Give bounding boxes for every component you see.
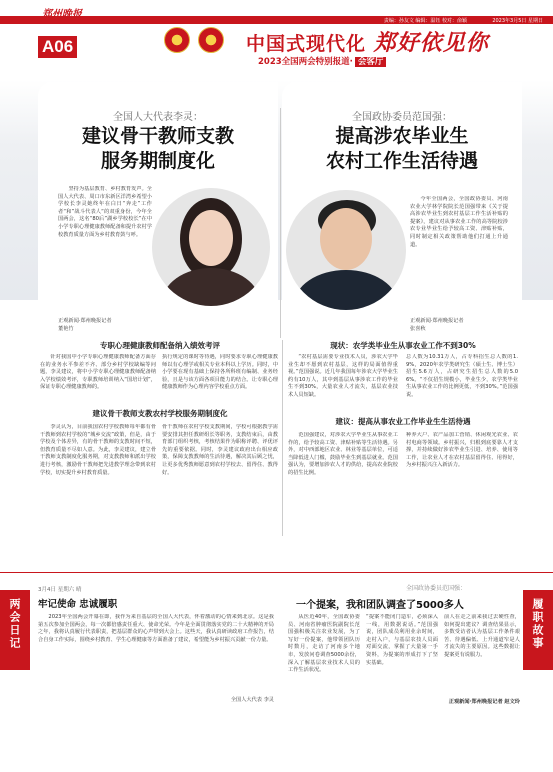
left-section1-col2: 执行规定的课时等待遇，同时要求专职心理健康教师以有心理学或相关专业本科以上学历。同时，中小学要在现有基础上保持各所科班有编制、业务经验，且是与该方面各项目能力的结合。让专职心理健康教师作为心理内容学校重点方面。 bbox=[162, 354, 278, 391]
page-digits: 06 bbox=[54, 37, 74, 56]
right-portrait bbox=[286, 190, 406, 310]
left-intro-text: 坚持为基层教育、乡村教育发声。全国人大代表、周口市东新区洋湾乡希望小学校长李灵她终年在白日“奔走”工作者“和”战斗代表人“的双重身份，今年全国两会，这名“80后”湖乡学校校长”在中小学专职心理健康教师配备和提升农村学校教育质量方面为乡村教育鼓与呼。 bbox=[58, 186, 152, 238]
story-byline: 正观新闻·郑州晚报记者 赵文玲 bbox=[448, 699, 520, 705]
left-section2-title: 建议骨干教师支教农村学校服务期制度化 bbox=[92, 409, 228, 418]
top-divider bbox=[280, 108, 281, 338]
left-portrait bbox=[152, 188, 270, 306]
right-section1-col2: 总人数为10.31万人，占专科招生总人数的1.9%，2020年农学类研究生（硕士生、博士生）招生5.6万人，占研究生招生总人数的5.06%。“不仅招生规模小，毕业生少，农学类毕业生从事农业工作的比例更低，不到30%。”范国强说。 bbox=[406, 354, 518, 398]
right-reporter: 张喜秋 bbox=[410, 326, 426, 332]
left-kicker: 全国人大代表李灵： bbox=[113, 112, 203, 123]
right-intro-text: 今年全国两会，全国政协委员、河南农业大学林学院院长范国强带来《关于提高涉农毕业生到农村基层工作生活补贴的提案》，建议对从事农业工作的高等院校涉农专业毕业生给予较高工资、津贴补贴，同时制定相关政策帮助他们打通上升通道。 bbox=[410, 196, 508, 248]
right-byline: 正观新闻·郑州晚报记者 bbox=[410, 318, 464, 324]
left-section-label bbox=[0, 590, 30, 670]
date-line: 2023年3月5日 星期日 bbox=[492, 18, 543, 24]
right-section2-col1 bbox=[288, 432, 398, 530]
right-section1-title: 现状：农学类毕业生从事农业工作不到30% bbox=[330, 341, 476, 350]
story-col2: “提案不能闭门造车，必须深入一线，用数据说话。”范国强说，团队成员利用业余时间，走村入户，与基层农技人员面对面交流，掌握了大量第一手资料，为提案的形成打下了坚实基础。 bbox=[366, 614, 438, 666]
newspaper-logo: 郑州晚报 bbox=[42, 9, 82, 20]
left-section2-col1-text: 李灵认为，目前我国农村学校教师每年都有骨干教师到农村学校的“城乡交流”政策，但是，由于学校及个体差异，有的骨干教师的支教时间不短，但教育质量不尽如人意。为此，李灵建议，建立骨干教师支教制度化服务期，对支教教师和派出学校进行考核，激励骨干教师把先进教学理念带到农村学校，切实提升乡村教育质量。 bbox=[40, 424, 156, 476]
right-section1-col1 bbox=[288, 354, 398, 408]
left-headline-1: 建议骨干教师支教 bbox=[81, 125, 234, 147]
right-section-label-text: 履职故事 bbox=[531, 598, 544, 650]
bottom-divider bbox=[0, 572, 553, 573]
story-title: 一个提案，我和团队调查了5000多人 bbox=[296, 600, 464, 611]
left-section1-col1 bbox=[40, 354, 156, 400]
banner-subtitle-tag: 会客厅 bbox=[355, 57, 387, 67]
right-section2-title: 建议：提高从事农业工作毕业生生活待遇 bbox=[335, 417, 471, 426]
story-kicker: 全国政协委员范国强： bbox=[406, 585, 467, 592]
right-intro bbox=[410, 196, 508, 316]
story-col1 bbox=[288, 614, 360, 704]
story-col3: 前人在走之前来我过去硬性查，如何提出建议？调查结果显示，多数受访者认为基层工作条件艰苦、待遇偏低、上升通道窄是人才流失的主要原因。这些数据让提案更有说服力。 bbox=[444, 614, 520, 658]
editor-line: 责编：孙友文 编辑：温钰 校对：俞颖 bbox=[383, 18, 467, 24]
banner-title bbox=[246, 26, 489, 57]
right-section-label bbox=[523, 590, 553, 670]
diary-title: 牢记使命 忠诚履职 bbox=[38, 599, 118, 610]
right-headline-1: 提高涉农毕业生 bbox=[335, 125, 469, 147]
story-col1-text: 从医近40年，全国政协委员、河南省肿瘤医院副院长范国强积极关注农业发展，为了写好一份提案，他带领团队历时数月，走访了河南多个地市，发放问卷调查5000余份，深入了解基层农业技术人员的工作生活状况。 bbox=[288, 614, 360, 674]
banner-subtitle-text: 2023全国两会特别报道· bbox=[258, 57, 353, 67]
left-section2-col2: 骨干教师在农村学校支教期间，学校可根据教学需要安排其担任教研组长等职务，支教结束后，由教育部门组织考核，考核结果作为职称评聘、评优评先的重要依据。同时，李灵建议政府出台相应政策，保障支教教师的生活待遇，解决其后顾之忧，让更多优秀教师愿意到农村学校去、留得住、教得好。 bbox=[162, 424, 278, 476]
right-section2-col1-text: 范国强建议，对涉农大学毕业生从事农业工作的，给予较高工资、津贴补贴等生活待遇。另外，对中西部地区农业、林业等基层单位，可适当降低进人门槛，鼓励毕业生到基层就业。范国强认为，要增加涉农人才的供给，提高农业院校的招生比例。 bbox=[288, 432, 398, 476]
banner-title-b: 郑好依见你 bbox=[373, 30, 489, 56]
left-section1-col1-text: 针对我国中小学专职心理健康教师配备方面存在的业务水平参差不齐、部分乡村学校缺编等问题，李灵建议，将中小学专职心理健康教师配备纳入学校绩效考评，专职教师培训纳入“国培计划”，保证专职心理健康教师的。 bbox=[40, 354, 156, 391]
banner-subtitle bbox=[258, 55, 386, 67]
banner-title-a: 中国式现代化 bbox=[246, 33, 367, 55]
left-byline: 正观新闻·郑州晚报记者 bbox=[58, 318, 112, 324]
party-emblem-icon bbox=[198, 27, 224, 53]
national-emblem-icon bbox=[164, 27, 190, 53]
right-section1-col1-text: “农村基层需要专业技术人员，涉农大学毕业生却不愿到农村基层，这样的局面值得重视。”范国强说。近几年我国每年涉农大学毕业生约有10万人，其中到基层从事涉农工作的毕业生不到30%，大量农业人才流失，基层农业技术人员短缺。 bbox=[288, 354, 398, 398]
middle-divider bbox=[282, 340, 283, 536]
left-section-label-text: 两会日记 bbox=[8, 598, 21, 650]
diary-author: 全国人大代表 李灵 bbox=[230, 697, 274, 703]
diary-dateline: 3月4日 星期六 晴 bbox=[38, 587, 82, 593]
page-letter: A bbox=[42, 37, 55, 56]
diary-body-text: 2023年全国两会开幕在即，我作为来自基层的全国人大代表，怀着激动的心情来到北京。这是我第五次参加全国两会，每一次都倍感责任重大、使命光荣。今年是全面贯彻落实党的二十大精神的开局之年，我将认真履行代表职责，把基层群众的心声带到大会上。这些天，我认真研读政府工作报告，结合自身工作实际，围绕乡村教育、学生心理健康等方面准备了建议，希望能为乡村振兴贡献一份力量。 bbox=[38, 614, 274, 643]
right-section2-col2: 种养大户、农产品加工营销、休闲观光农业、农村电商等领域。乡村振兴，归根到底要靠人才支撑，并持续做好涉农毕业生引进、培养、使用等工作，让农业人才在农村基层留得住、用得好，为乡村振兴注入新活力。 bbox=[406, 432, 518, 469]
left-section2-col1 bbox=[40, 424, 156, 530]
header-bar bbox=[0, 16, 553, 24]
left-reporter: 董艳竹 bbox=[58, 326, 74, 332]
right-kicker: 全国政协委员范国强： bbox=[352, 112, 452, 123]
left-section1-title: 专职心理健康教师配备纳入绩效考评 bbox=[100, 341, 220, 350]
right-headline-2: 农村工作生活待遇 bbox=[325, 150, 478, 172]
page-number bbox=[38, 36, 77, 58]
left-intro bbox=[58, 186, 152, 314]
left-headline-2: 服务期制度化 bbox=[100, 150, 215, 172]
diary-body bbox=[38, 614, 274, 694]
